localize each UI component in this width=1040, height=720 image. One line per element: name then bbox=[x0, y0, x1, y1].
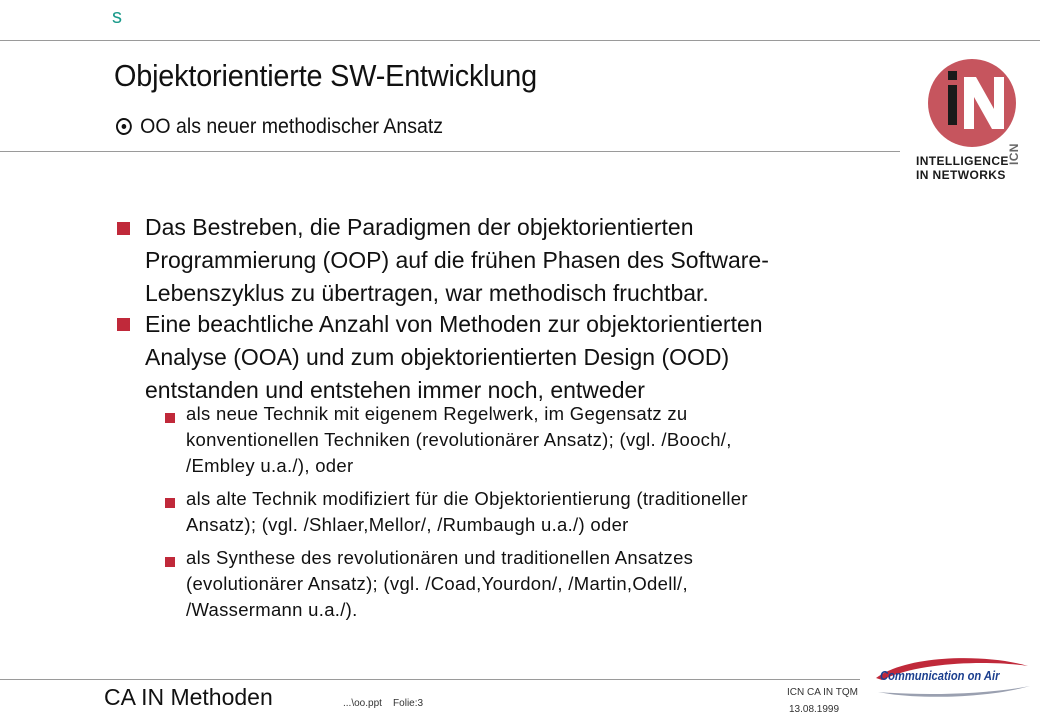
sub-bullet-paragraph bbox=[186, 486, 906, 538]
sub-bullet-line: als alte Technik modifiziert für die Objektorientierung (traditioneller bbox=[186, 488, 748, 509]
top-divider bbox=[0, 40, 1040, 41]
bullet-line: Das Bestreben, die Paradigmen der objektorientierten bbox=[145, 214, 694, 240]
sub-bullet-line: als Synthese des revolutionären und traditionellen Ansatzes bbox=[186, 547, 694, 568]
subtitle-text: OO als neuer methodischer Ansatz bbox=[140, 115, 444, 138]
logo-side: ICN bbox=[1007, 143, 1021, 165]
bullet-paragraph bbox=[145, 308, 885, 407]
sub-bullet-paragraph bbox=[186, 545, 906, 623]
brand-logo bbox=[868, 652, 1036, 702]
footer-date: 13.08.1999 bbox=[789, 704, 840, 715]
sub-bullet-paragraph bbox=[186, 401, 906, 479]
sub-bullet-marker bbox=[165, 498, 175, 508]
target-icon bbox=[116, 118, 132, 135]
bullet-line: Programmierung (OOP) auf die frühen Phasen des Software- bbox=[145, 247, 769, 273]
bullet-marker bbox=[117, 318, 130, 331]
sub-bullet-line: /Wassermann u.a./). bbox=[186, 599, 358, 620]
slide-title: Objektorientierte SW-Entwicklung bbox=[114, 58, 537, 93]
bullet-line: Eine beachtliche Anzahl von Methoden zur objektorientierten bbox=[145, 311, 763, 337]
footer-file-path: ...\oo.ppt bbox=[343, 698, 382, 709]
bullet-line: Lebenszyklus zu übertragen, war methodisch fruchtbar. bbox=[145, 280, 709, 306]
sub-bullet-line: (evolutionärer Ansatz); (vgl. /Coad,Yourdon/, /Martin,Odell/, bbox=[186, 573, 688, 594]
footer-file bbox=[343, 698, 423, 709]
sub-bullet-line: konventionellen Techniken (revolutionärer Ansatz); (vgl. /Booch/, bbox=[186, 429, 732, 450]
bullet-marker bbox=[117, 222, 130, 235]
logo-line1: INTELLIGENCE bbox=[916, 154, 1009, 168]
slide-subtitle bbox=[116, 115, 443, 139]
footer-slide-number: Folie:3 bbox=[393, 698, 424, 709]
bullet-paragraph bbox=[145, 211, 885, 310]
sub-bullet-line: /Embley u.a./), oder bbox=[186, 455, 354, 476]
logo-line2: IN NETWORKS bbox=[916, 168, 1006, 182]
sub-bullet-marker bbox=[165, 413, 175, 423]
footer-org: ICN CA IN TQM bbox=[787, 687, 858, 698]
sub-bullet-line: Ansatz); (vgl. /Shlaer,Mellor/, /Rumbaugh u.a./) oder bbox=[186, 514, 629, 535]
footer-divider bbox=[0, 679, 860, 680]
icn-logo-icon bbox=[912, 55, 1032, 155]
sub-bullet-line: als neue Technik mit eigenem Regelwerk, im Gegensatz zu bbox=[186, 403, 688, 424]
title-divider bbox=[0, 151, 900, 152]
brand-text: Communication on Air bbox=[880, 668, 1000, 683]
icn-logo bbox=[912, 55, 1032, 185]
sub-bullet-marker bbox=[165, 557, 175, 567]
footer-title: CA IN Methoden bbox=[104, 684, 273, 710]
bullet-line: entstanden und entstehen immer noch, entweder bbox=[145, 377, 645, 403]
bullet-line: Analyse (OOA) und zum objektorientierten Design (OOD) bbox=[145, 344, 730, 370]
header-marker: s bbox=[112, 6, 122, 28]
